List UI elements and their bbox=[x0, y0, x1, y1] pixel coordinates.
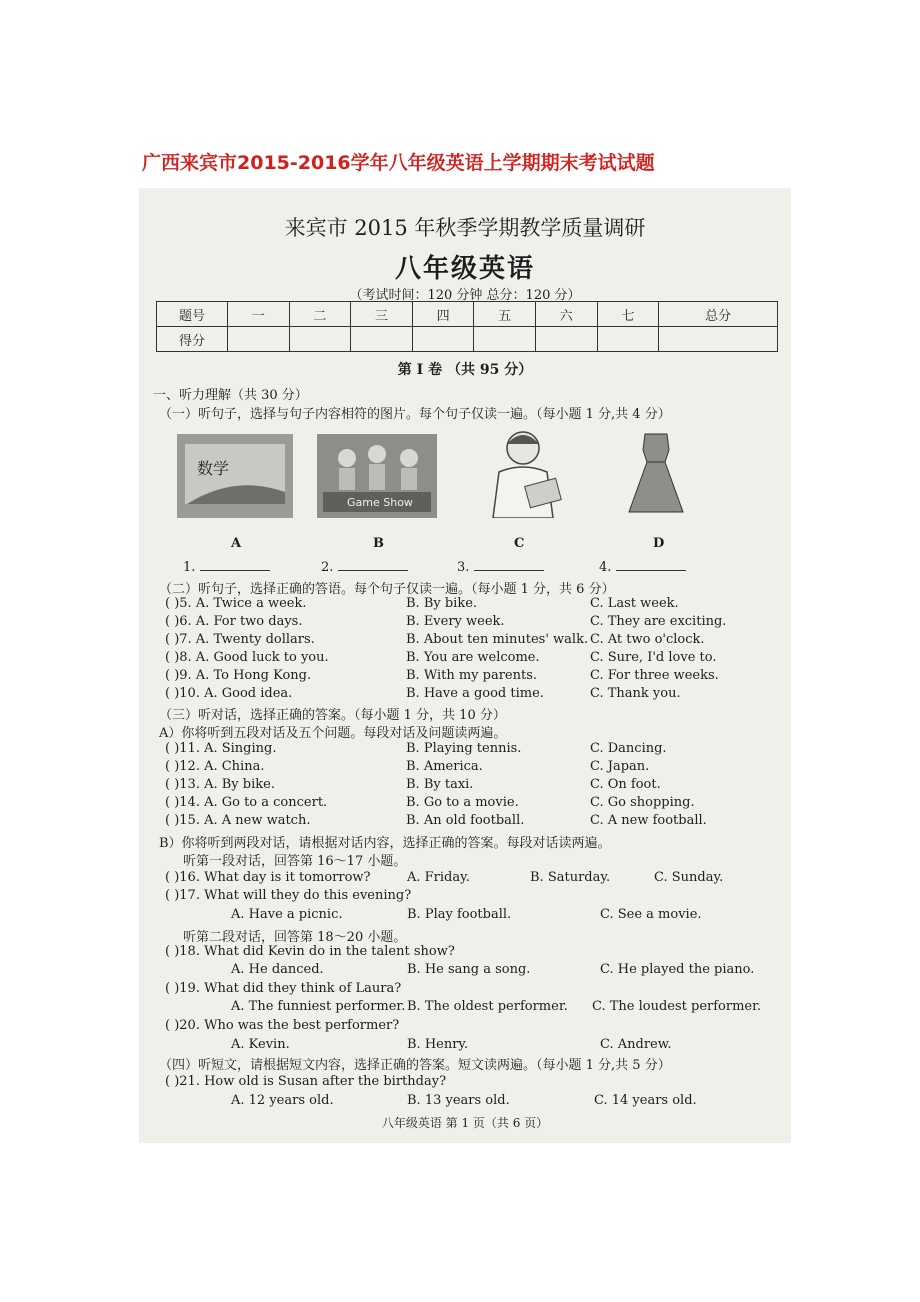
answer-blank-4: 4. bbox=[599, 560, 686, 575]
option-b: B. By bike. bbox=[406, 596, 478, 611]
option-a: A. Have a picnic. bbox=[231, 907, 343, 922]
score-cell: 四 bbox=[412, 302, 474, 327]
section1-title: 一、听力理解（共 30 分） bbox=[153, 388, 308, 403]
question-16: ( )16. What day is it tomorrow? bbox=[165, 870, 371, 885]
option-b: B. Saturday. bbox=[530, 870, 611, 885]
dress-image bbox=[625, 432, 687, 516]
scanned-exam-page bbox=[139, 188, 791, 1143]
option-c: C. 14 years old. bbox=[594, 1093, 697, 1108]
exam-header-line2: 八年级英语 bbox=[394, 254, 535, 284]
option-c: C. On foot. bbox=[590, 777, 661, 792]
part-title: 第 I 卷 （共 95 分） bbox=[397, 362, 533, 378]
option-a: A. The funniest performer. bbox=[231, 999, 406, 1014]
option-a: A. Kevin. bbox=[231, 1037, 290, 1052]
answer-blank-2: 2. bbox=[321, 560, 408, 575]
exam-header-line3: （考试时间：120 分钟 总分：120 分） bbox=[349, 288, 581, 303]
question-14: ( )14. A. Go to a concert. bbox=[165, 795, 328, 810]
option-c: C. They are exciting. bbox=[590, 614, 727, 629]
option-c: C. Go shopping. bbox=[590, 795, 695, 810]
score-cell: 总分 bbox=[659, 302, 778, 327]
question-13: ( )13. A. By bike. bbox=[165, 777, 275, 792]
picture-a-caption: 数学 bbox=[197, 459, 230, 478]
option-a: A. 12 years old. bbox=[231, 1093, 334, 1108]
score-cell bbox=[659, 327, 778, 352]
question-19: ( )19. What did they think of Laura? bbox=[165, 981, 402, 996]
question-15: ( )15. A. A new watch. bbox=[165, 813, 311, 828]
question-20: ( )20. Who was the best performer? bbox=[165, 1018, 400, 1033]
option-b: B. By taxi. bbox=[406, 777, 474, 792]
option-b: B. America. bbox=[406, 759, 483, 774]
score-cell: 六 bbox=[535, 302, 597, 327]
option-b: B. 13 years old. bbox=[407, 1093, 510, 1108]
picture-b-caption: Game Show bbox=[347, 496, 413, 509]
option-b: B. Playing tennis. bbox=[406, 741, 522, 756]
math-book-image bbox=[177, 434, 293, 518]
score-cell: 题号 bbox=[157, 302, 228, 327]
option-c: C. Sure, I'd love to. bbox=[590, 650, 717, 665]
sub3b-instruction: B）你将听到两段对话，请根据对话内容，选择正确的答案。每段对话读两遍。 bbox=[159, 836, 611, 851]
score-cell bbox=[597, 327, 659, 352]
answer-blank-3: 3. bbox=[457, 560, 544, 575]
score-cell bbox=[535, 327, 597, 352]
option-b: B. The oldest performer. bbox=[407, 999, 568, 1014]
option-b: B. An old football. bbox=[406, 813, 525, 828]
score-table-row-header bbox=[157, 302, 778, 327]
option-c: C. For three weeks. bbox=[590, 668, 719, 683]
picture-label-a: A bbox=[231, 536, 242, 551]
option-b: B. Have a good time. bbox=[406, 686, 544, 701]
question-9: ( )9. A. To Hong Kong. bbox=[165, 668, 312, 683]
conversation-2-note: 听第二段对话，回答第 18～20 小题。 bbox=[183, 930, 407, 945]
option-b: B. Henry. bbox=[407, 1037, 469, 1052]
option-b: B. Play football. bbox=[407, 907, 512, 922]
score-cell: 五 bbox=[474, 302, 536, 327]
score-cell: 一 bbox=[228, 302, 290, 327]
question-18: ( )18. What did Kevin do in the talent show? bbox=[165, 944, 455, 959]
sub1-instruction: （一）听句子，选择与句子内容相符的图片。每个句子仅读一遍。（每小题 1 分,共 4 分） bbox=[159, 407, 671, 422]
score-table-row-score bbox=[157, 327, 778, 352]
question-8: ( )8. A. Good luck to you. bbox=[165, 650, 329, 665]
question-6: ( )6. A. For two days. bbox=[165, 614, 303, 629]
option-c: C. He played the piano. bbox=[600, 962, 755, 977]
sub4-instruction: （四）听短文，请根据短文内容，选择正确的答案。短文读两遍。（每小题 1 分,共 5 分） bbox=[159, 1058, 671, 1073]
option-c: C. Thank you. bbox=[590, 686, 681, 701]
picture-b bbox=[317, 434, 437, 518]
question-21: ( )21. How old is Susan after the birthday? bbox=[165, 1074, 447, 1089]
picture-label-d: D bbox=[653, 536, 665, 551]
option-b: B. He sang a song. bbox=[407, 962, 531, 977]
picture-c bbox=[475, 426, 571, 518]
doctor-image bbox=[475, 426, 571, 518]
question-5: ( )5. A. Twice a week. bbox=[165, 596, 307, 611]
sub2-instruction: （二）听句子，选择正确的答语。每个句子仅读一遍。（每小题 1 分，共 6 分） bbox=[159, 582, 615, 597]
question-7: ( )7. A. Twenty dollars. bbox=[165, 632, 315, 647]
answer-blank-1: 1. bbox=[183, 560, 270, 575]
score-cell: 二 bbox=[289, 302, 351, 327]
option-b: B. Every week. bbox=[406, 614, 505, 629]
score-cell bbox=[351, 327, 413, 352]
option-c: C. Japan. bbox=[590, 759, 650, 774]
picture-a bbox=[177, 434, 293, 518]
score-cell: 七 bbox=[597, 302, 659, 327]
score-table bbox=[156, 301, 778, 352]
option-c: C. Andrew. bbox=[600, 1037, 672, 1052]
option-c: C. A new football. bbox=[590, 813, 707, 828]
game-show-image bbox=[317, 434, 437, 518]
document-title: 广西来宾市2015-2016学年八年级英语上学期期末考试试题 bbox=[142, 152, 655, 174]
score-cell: 得分 bbox=[157, 327, 228, 352]
score-cell bbox=[412, 327, 474, 352]
question-10: ( )10. A. Good idea. bbox=[165, 686, 293, 701]
option-c: C. Sunday. bbox=[654, 870, 724, 885]
score-cell bbox=[289, 327, 351, 352]
picture-label-c: C bbox=[514, 536, 525, 551]
question-17: ( )17. What will they do this evening? bbox=[165, 888, 412, 903]
exam-header-line1: 来宾市 2015 年秋季学期教学质量调研 bbox=[284, 216, 646, 240]
option-c: C. Dancing. bbox=[590, 741, 667, 756]
score-cell: 三 bbox=[351, 302, 413, 327]
question-11: ( )11. A. Singing. bbox=[165, 741, 277, 756]
option-b: B. Go to a movie. bbox=[406, 795, 519, 810]
conversation-1-note: 听第一段对话，回答第 16～17 小题。 bbox=[183, 854, 407, 869]
option-b: B. About ten minutes' walk. bbox=[406, 632, 589, 647]
option-c: C. See a movie. bbox=[600, 907, 702, 922]
option-b: B. You are welcome. bbox=[406, 650, 540, 665]
option-b: B. With my parents. bbox=[406, 668, 538, 683]
picture-d bbox=[625, 432, 687, 516]
option-c: C. Last week. bbox=[590, 596, 679, 611]
page-footer: 八年级英语 第 1 页（共 6 页） bbox=[381, 1116, 549, 1130]
sub3a-instruction: A）你将听到五段对话及五个问题。每段对话及问题读两遍。 bbox=[159, 726, 507, 741]
option-a: A. Friday. bbox=[407, 870, 470, 885]
option-c: C. At two o'clock. bbox=[590, 632, 705, 647]
question-12: ( )12. A. China. bbox=[165, 759, 265, 774]
sub3-instruction: （三）听对话，选择正确的答案。（每小题 1 分，共 10 分） bbox=[159, 708, 506, 723]
score-cell bbox=[228, 327, 290, 352]
option-a: A. He danced. bbox=[231, 962, 324, 977]
picture-label-b: B bbox=[373, 536, 384, 551]
option-c: C. The loudest performer. bbox=[592, 999, 762, 1014]
score-cell bbox=[474, 327, 536, 352]
